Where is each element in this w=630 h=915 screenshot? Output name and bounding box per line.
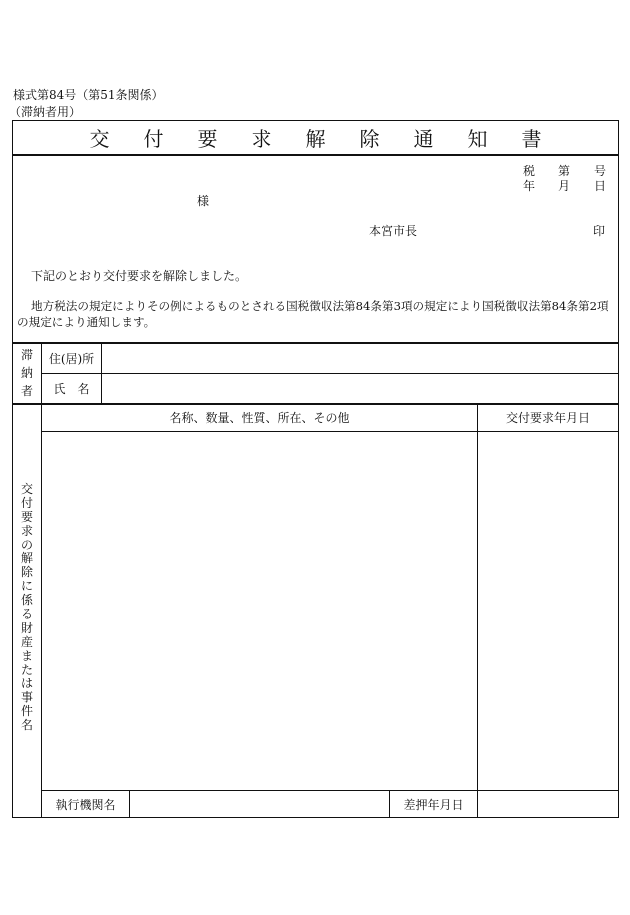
- taxpayer-side-char: 者: [20, 384, 33, 398]
- property-side-label: [13, 483, 41, 733]
- address-label: [42, 343, 101, 373]
- taxpayer-side-label: [13, 343, 41, 403]
- taxpayer-side-char: 納: [20, 366, 33, 380]
- seizure-date-field[interactable]: [478, 791, 617, 817]
- taxpayer-side-char: 滞: [20, 348, 33, 362]
- doc-date-day: 日: [594, 179, 607, 193]
- property-side-char: る: [20, 607, 33, 622]
- form-number: 様式第84号（第51条関係）: [13, 88, 164, 102]
- address-field[interactable]: [102, 344, 617, 372]
- title-row: [13, 121, 618, 154]
- description-field[interactable]: [42, 432, 477, 790]
- doc-date-year: 年: [523, 179, 536, 193]
- address-label-text: 住(居)所: [48, 351, 95, 366]
- divider: [13, 154, 618, 156]
- executing-agency-field[interactable]: [130, 791, 389, 817]
- property-side-char: 事: [20, 690, 33, 705]
- property-side-char: 件: [20, 704, 33, 719]
- property-side-char: は: [20, 676, 33, 691]
- property-side-char: の: [20, 537, 33, 552]
- seizure-date-label-text: 差押年月日: [403, 797, 464, 812]
- property-side-char: 係: [20, 593, 33, 608]
- property-side-char: た: [20, 662, 33, 677]
- property-side-char: 要: [20, 509, 33, 524]
- description-column-header-text: 名称、数量、性質、所在、その他: [169, 411, 350, 425]
- issuer-name: 本宮市長: [369, 224, 418, 238]
- body-line-2: 地方税法の規定によりその例によるものとされる国税徴収法第84条第3項の規定により国税徴収法第84条第2項の規定により通知します。: [17, 299, 609, 329]
- addressee-suffix: 様: [197, 194, 210, 208]
- divider: [41, 373, 618, 374]
- name-label: [42, 374, 101, 403]
- executing-agency-label-text: 執行機関名: [55, 797, 116, 812]
- date-column-header-text: 交付要求年月日: [505, 411, 590, 425]
- seal-mark: 印: [593, 224, 606, 238]
- property-side-char: 求: [20, 523, 33, 538]
- name-label-text: 氏 名: [53, 382, 90, 396]
- name-field[interactable]: [102, 375, 617, 402]
- property-side-char: に: [20, 579, 33, 594]
- body-line-1: 下記のとおり交付要求を解除しました。: [31, 269, 248, 283]
- property-side-char: ま: [20, 648, 33, 663]
- executing-agency-label: [42, 791, 129, 817]
- date-column-header: [478, 404, 618, 431]
- property-side-char: 財: [20, 620, 33, 635]
- description-column-header: [42, 404, 477, 431]
- property-side-char: 名: [20, 718, 33, 733]
- property-side-char: 産: [20, 634, 33, 649]
- property-side-char: 付: [20, 495, 33, 510]
- seizure-date-label: [390, 791, 477, 817]
- property-side-char: 除: [20, 565, 33, 580]
- doc-number-prefix: 税: [523, 164, 536, 178]
- doc-date-month: 月: [558, 179, 571, 193]
- form-variant: （滞納者用）: [9, 105, 82, 119]
- request-date-field[interactable]: [478, 432, 617, 790]
- property-side-char: 解: [20, 551, 33, 566]
- doc-number-middle: 第: [558, 164, 571, 178]
- page-title: 交付要求解除通知書: [89, 127, 576, 151]
- property-side-char: 交: [20, 482, 33, 496]
- doc-number-suffix: 号: [594, 164, 607, 178]
